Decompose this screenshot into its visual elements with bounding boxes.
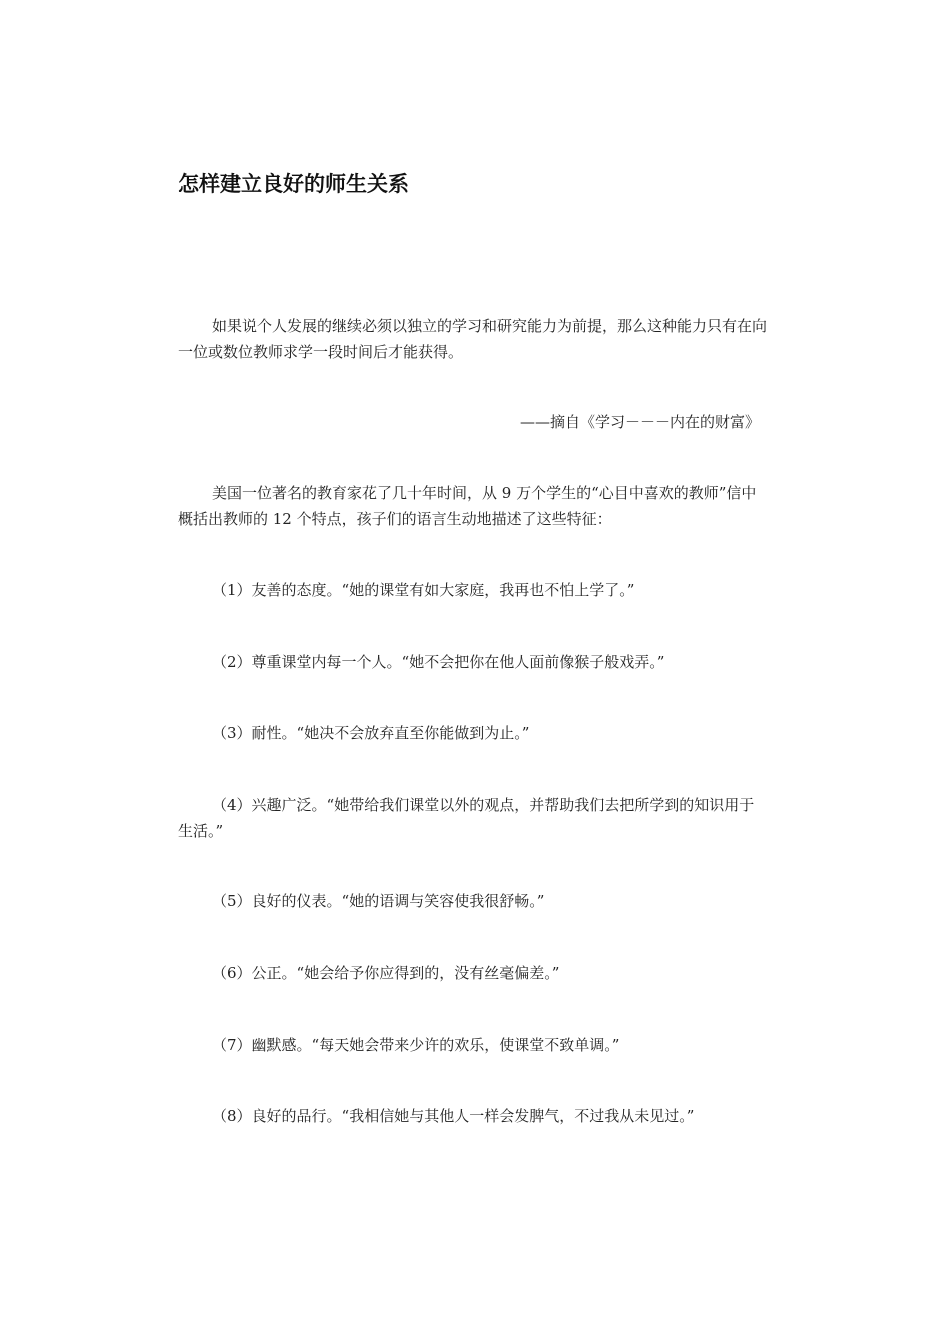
document-title: 怎样建立良好的师生关系 bbox=[178, 172, 409, 196]
list-item: （8）良好的品行。“我相信她与其他人一样会发脾气，不过我从未见过。” bbox=[212, 1107, 695, 1125]
list-item: （6）公正。“她会给予你应得到的，没有丝毫偏差。” bbox=[212, 964, 560, 982]
list-item: （1）友善的态度。“她的课堂有如大家庭，我再也不怕上学了。” bbox=[212, 581, 635, 599]
list-item: （7）幽默感。“每天她会带来少许的欢乐，使课堂不致单调。” bbox=[212, 1036, 620, 1054]
quote-attribution: ——摘自《学习－－－内在的财富》 bbox=[519, 413, 760, 431]
list-item: （2）尊重课堂内每一个人。“她不会把你在他人面前像猴子般戏弄。” bbox=[212, 653, 665, 671]
quote-paragraph: 如果说个人发展的继续必须以独立的学习和研究能力为前提，那么这种能力只有在向一位或数位教师求学一段时间后才能获得。 bbox=[178, 317, 768, 361]
intro-paragraph: 美国一位著名的教育家花了几十年时间，从 9 万个学生的“心目中喜欢的教师”信中概括出教师的 12 个特点，孩子们的语言生动地描述了这些特征： bbox=[178, 484, 757, 528]
list-item: （4）兴趣广泛。“她带给我们课堂以外的观点，并帮助我们去把所学到的知识用于生活。” bbox=[178, 796, 755, 840]
list-item: （3）耐性。“她决不会放弃直至你能做到为止。” bbox=[212, 724, 530, 742]
list-item: （5）良好的仪表。“她的语调与笑容使我很舒畅。” bbox=[212, 892, 545, 910]
